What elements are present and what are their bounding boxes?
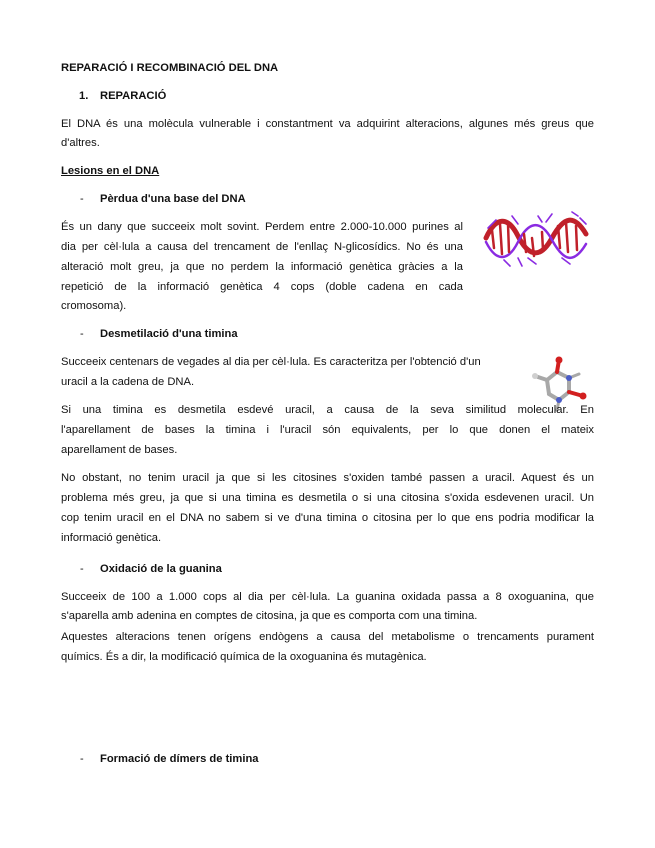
- text-line: s'aparella amb adenina en comptes de citosina, ja que es comporta com una timina.: [61, 610, 478, 622]
- bullet-heading-thymine-dimers: Formació de dímers de timina: [100, 753, 259, 765]
- lesions-heading: Lesions en el DNA: [61, 165, 160, 177]
- bullet-heading-thymine-demethylation: Desmetilació d'una timina: [100, 328, 238, 340]
- text-line: És un dany que succeeix molt sovint. Perdem entre 2.000-10.000 purines al: [61, 221, 463, 233]
- text-line: Succeeix centenars de vegades al dia per cèl·lula. Es caracteritza per l'obtenció d'un: [61, 356, 481, 368]
- section-heading: REPARACIÓ: [100, 90, 167, 102]
- text-line: Si una timina es desmetila esdevé uracil, a causa de la seva similitud molecular. En: [61, 404, 594, 416]
- text-line: No obstant, no tenim uracil ja que si les citosines s'oxiden també passen a uracil. Aquest és un: [61, 472, 594, 484]
- text-line: aparellament de bases.: [61, 444, 178, 456]
- text-line: problema més greu, ja que si una timina es desmetila o si una citosina s'oxida esdevenen uracil. Un: [61, 492, 594, 504]
- bullet-heading-base-loss: Pèrdua d'una base del DNA: [100, 193, 246, 205]
- text-line: uracil a la cadena de DNA.: [61, 376, 195, 388]
- text-line: informació genètica.: [61, 532, 162, 544]
- text-line: El DNA és una molècula vulnerable i constantment va adquirint alteracions, algunes més greus que: [61, 118, 594, 130]
- text-line: d'altres.: [61, 137, 100, 149]
- document-title: REPARACIÓ I RECOMBINACIÓ DEL DNA: [61, 62, 279, 74]
- dna-helix-image: [482, 208, 590, 270]
- bullet-marker: -: [80, 328, 84, 340]
- text-line: Aquestes alteracions tenen orígens endògens a causa del metabolisme o trencaments purament: [61, 631, 594, 643]
- bullet-marker: -: [80, 563, 84, 575]
- bullet-marker: -: [80, 753, 84, 765]
- text-line: alteració molt greu, ja que no perdem la informació genètica gràcies a la: [61, 261, 463, 273]
- text-line: cromosoma).: [61, 300, 127, 312]
- text-line: químics. És a dir, la modificació química de la oxoguanina és mutagènica.: [61, 651, 427, 663]
- text-line: Succeeix de 100 a 1.000 cops al dia per cèl·lula. La guanina oxidada passa a 8 oxoguanina, que: [61, 591, 594, 603]
- text-line: cop tenim uracil en el DNA no sabem si ve d'una timina o citosina per lo que ens podria modificar la: [61, 512, 594, 524]
- text-line: repetició de la informació genètica 4 cops (doble cadena en cada: [61, 281, 463, 293]
- text-line: l'aparellament de bases la timina i l'uracil són equivalents, per lo que donen el mateix: [61, 424, 594, 436]
- section-number: 1.: [79, 90, 89, 102]
- bullet-heading-guanine-oxidation: Oxidació de la guanina: [100, 563, 222, 575]
- text-line: dia per cèl·lula a causa del trencament de l'enllaç N-glicosídics. No és una: [61, 241, 463, 253]
- bullet-marker: -: [80, 193, 84, 205]
